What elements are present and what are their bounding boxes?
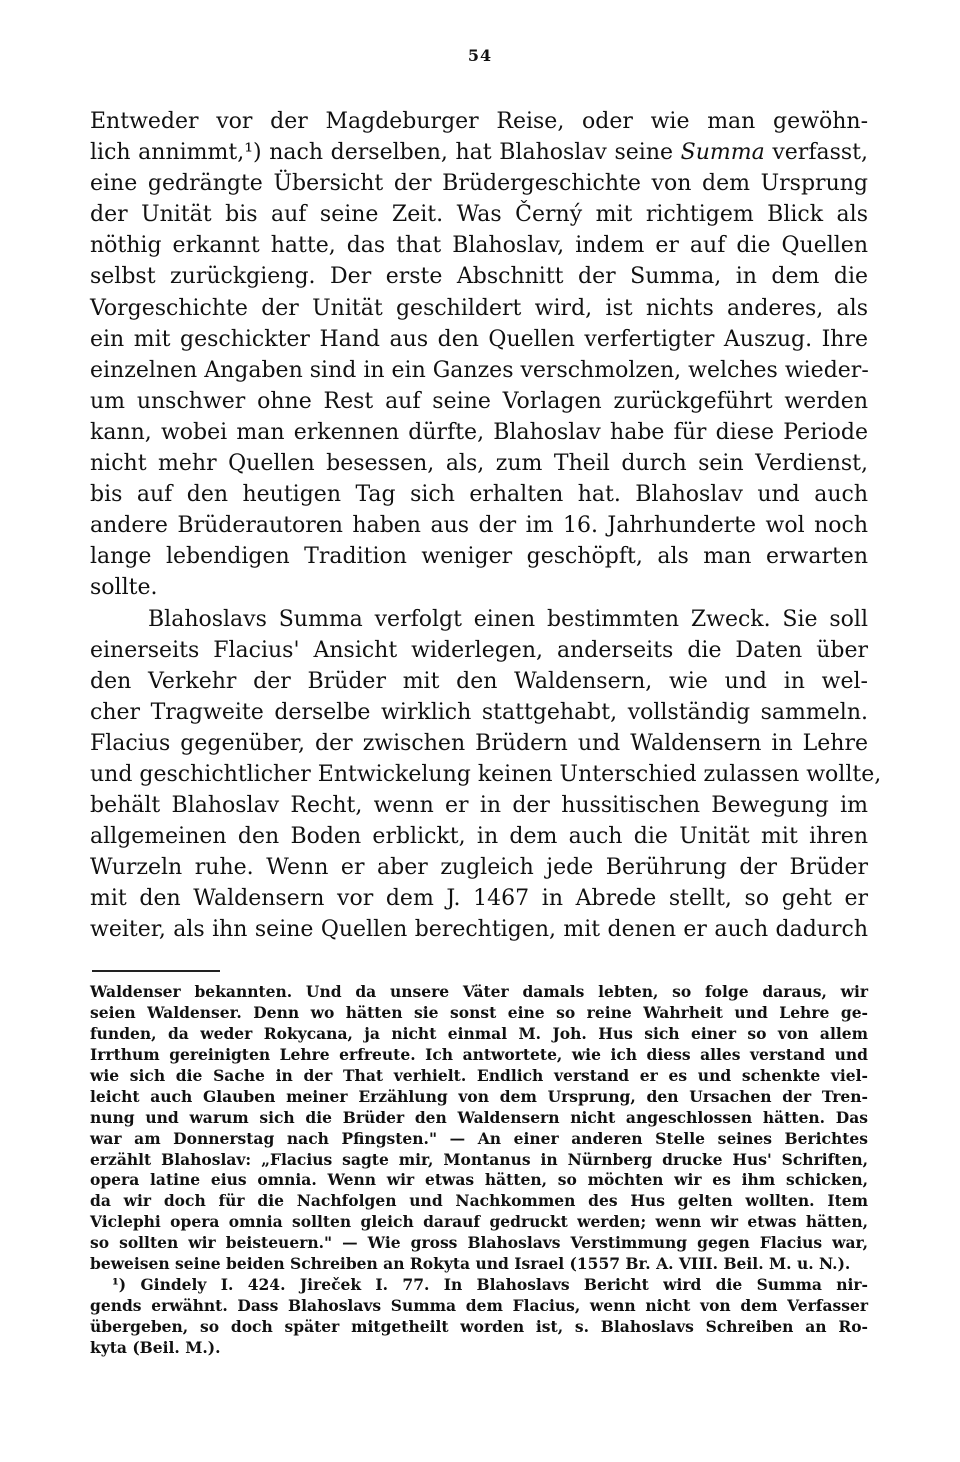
- text-line: den Verkehr der Brüder mit den Waldensern, wie und in wel-: [90, 668, 868, 694]
- text-line: nicht mehr Quellen besessen, als, zum Theil durch sein Verdienst,: [90, 451, 868, 477]
- text-line: lich annimmt,¹) nach derselben, hat Blahoslav seine Summa verfasst,: [90, 140, 868, 166]
- text-line: behält Blahoslav Recht, wenn er in der hussitischen Bewegung im: [90, 793, 868, 819]
- text-line: cher Tragweite derselbe wirklich stattgehabt, vollständig sammeln.: [90, 699, 868, 725]
- footnote-line: beweisen seine beiden Schreiben an Rokyta und Israel (1557 Br. A. VIII. Beil. M. u. N.).: [90, 1254, 851, 1274]
- text-line: andere Brüderautoren haben aus der im 16. Jahrhunderte wol noch: [90, 513, 868, 539]
- page-number: 54: [467, 46, 493, 65]
- footnote-line: Viclephi opera omnia sollten gleich darauf gedruckt werden; wenn wir etwas hätten,: [90, 1212, 868, 1232]
- footnote-line: gends erwähnt. Dass Blahoslavs Summa dem Flacius, wenn nicht von dem Verfasser: [90, 1296, 868, 1316]
- footnote-line: seien Waldenser. Denn wo hätten sie sonst eine so reine Wahrheit und Lehre ge-: [90, 1002, 868, 1022]
- footnote-line: Waldenser bekannten. Und da unsere Väter damals lebten, so folge daraus, wir: [90, 982, 868, 1001]
- footnote-line: leicht auch Glauben meiner Erzählung von dem Ursprung, den Ursachen der Tren-: [90, 1086, 868, 1106]
- text-line: Vorgeschichte der Unität geschildert wird, ist nichts anderes, als: [90, 295, 868, 321]
- footnote-divider: [92, 970, 220, 972]
- text-line: kann, wobei man erkennen dürfte, Blahoslav habe für diese Periode: [90, 419, 868, 445]
- text-line: einerseits Flacius' Ansicht widerlegen, anderseits die Daten über: [90, 637, 868, 663]
- text-line: lange lebendigen Tradition weniger geschöpft, als man erwarten: [90, 544, 868, 570]
- footnote-line: kyta (Beil. M.).: [90, 1337, 221, 1357]
- text-line: der Unität bis auf seine Zeit. Was Černý mit richtigem Blick als: [90, 202, 868, 228]
- text-line: Wurzeln ruhe. Wenn er aber zugleich jede Berührung der Brüder: [90, 855, 868, 881]
- footnote-line: übergeben, so doch später mitgetheilt worden ist, s. Blahoslavs Schreiben an Ro-: [90, 1317, 868, 1336]
- footnotes-block: [90, 982, 868, 1359]
- text-line: mit den Waldensern vor dem J. 1467 in Abrede stellt, so geht er: [90, 886, 868, 912]
- text-line: Blahoslavs Summa verfolgt einen bestimmten Zweck. Sie soll: [148, 606, 868, 632]
- main-text-block: [90, 106, 882, 946]
- text-line: bis auf den heutigen Tag sich erhalten hat. Blahoslav und auch: [90, 482, 868, 508]
- footnote-line: so sollten wir beisteuern." — Wie gross Blahoslavs Verstimmung gegen Flacius war,: [90, 1233, 868, 1253]
- text-line: Entweder vor der Magdeburger Reise, oder wie man gewöhn-: [90, 109, 868, 134]
- footnote-line: erzählt Blahoslav: „Flacius sagte mir, Montanus in Nürnberg drucke Hus' Schriften,: [90, 1149, 868, 1169]
- text-line: Flacius gegenüber, der zwischen Brüdern und Waldensern in Lehre: [90, 730, 868, 756]
- text-line: ein mit geschickter Hand aus den Quellen verfertigter Auszug. Ihre: [90, 326, 868, 352]
- footnote-line: opera latine eius omnia. Wenn wir etwas hätten, so möchten wir es ihm schicken,: [90, 1170, 868, 1190]
- footnote-line: wie sich die Sache in der That verhielt. Endlich verstand er es und schenkte viel-: [90, 1065, 868, 1085]
- text-line: eine gedrängte Übersicht der Brüdergeschichte von dem Ursprung: [90, 171, 868, 197]
- text-line: allgemeinen den Boden erblickt, in dem auch die Unität mit ihren: [90, 824, 868, 850]
- footnote-line: ¹) Gindely I. 424. Jireček I. 77. In Blahoslavs Bericht wird die Summa nir-: [112, 1275, 868, 1295]
- footnote-line: da wir doch für die Nachfolgen und Nachkommen des Hus gelten wollten. Item: [90, 1191, 868, 1211]
- italic-title-word: Summa: [680, 140, 765, 166]
- footnote-line: Irrthum gereinigten Lehre erfreute. Ich antwortete, wie ich diess alles verstand und: [90, 1044, 868, 1064]
- text-line: selbst zurückgieng. Der erste Abschnitt der Summa, in dem die: [90, 264, 868, 290]
- footnote-line: funden, da weder Rokycana, ja nicht einmal M. Joh. Hus sich einer so von allem: [90, 1023, 868, 1043]
- text-line: nöthig erkannt hatte, das that Blahoslav, indem er auf die Quellen: [90, 233, 868, 259]
- text-line: und geschichtlicher Entwickelung keinen Unterschied zulassen wollte,: [90, 761, 882, 787]
- footnote-line: nung und warum sich die Brüder den Waldensern nicht angeschlossen hätten. Das: [90, 1107, 868, 1127]
- text-line: sollte.: [90, 575, 158, 601]
- text-line: einzelnen Angaben sind in ein Ganzes verschmolzen, welches wieder-: [90, 357, 869, 383]
- text-line: um unschwer ohne Rest auf seine Vorlagen zurückgeführt werden: [90, 388, 868, 414]
- footnote-line: war am Donnerstag nach Pfingsten." — An einer anderen Stelle seines Berichtes: [90, 1128, 868, 1148]
- text-line: weiter, als ihn seine Quellen berechtigen, mit denen er auch dadurch: [90, 917, 868, 943]
